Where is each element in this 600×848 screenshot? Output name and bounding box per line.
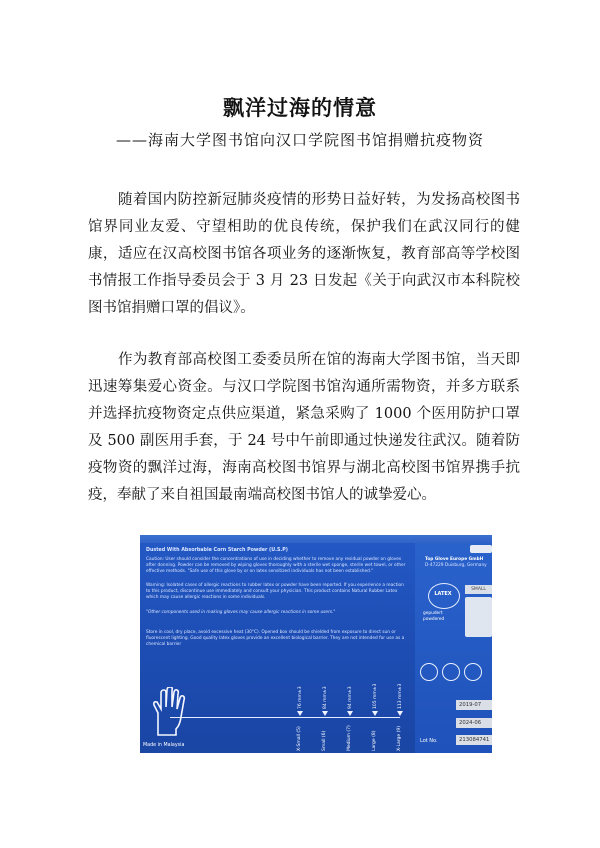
size-small-label: SMALL [465,585,492,594]
size-mm-xl: 113 mm±3 [398,683,403,709]
caution-text: Caution: User should consider the concentrations of use in deciding whether to remove any residual powder on gloves after donning. Powder can be removed by wiping gloves thoroughly with a sterile wet sponge, sterile wet towel, or other effective methods. "Safe use of this glove by or on latex sensitized individuals has not been established." [146,557,406,574]
size-mm-m: 94 mm±3 [348,686,353,709]
barcode-panel [465,597,492,637]
size-name-xl: X-Large (9) [397,726,402,751]
size-name-xs: X-Small (5) [297,726,302,751]
article-subtitle: ——海南大学图书馆向汉口学院图书馆捐赠抗疫物资 [115,131,484,149]
keep-dry-icon [464,663,482,681]
size-mm-l: 105 mm±3 [373,683,378,709]
article-title: 飘洋过海的情意 [223,95,377,120]
storage-text: Store in cool, dry place, avoid excessive heat (30°C). Opened box should be shielded from exposure to direct sun or fluorescent lighting. Good quality latex gloves provide an excellent biological barrier. They are not intended for use as a chemical barrier [146,630,405,647]
manufacture-date: 2019-07 [456,700,492,710]
size-marker-l [372,711,378,716]
size-ruler-line [170,717,400,718]
size-name-s: Small (6) [322,730,327,751]
box-heading: Dusted With Absorbable Corn Starch Powder (U.S.P) [146,548,288,553]
paragraph-2: 作为教育部高校图工委委员所在馆的海南大学图书馆，当天即迅速筹集爱心资金。与汉口学院图书馆沟通所需物资，并多方联系并选择抗疫物资定点供应渠道，紧急采购了 1000 个医用防护口罩及 500 副医用手套，于 24 号中午前即通过快递发往武汉。随着防疫物资的飘洋过海，海南高校图书馆界与湖北高校图书馆界携手抗疫，奉献了来自祖国最南端高校图书馆人的诚挚爱心。 [88,352,520,503]
lot-number: 213084741 [456,735,492,745]
expiry-date: 2024-06 [456,718,492,728]
paragraph-1: 随着国内防控新冠肺炎疫情的形势日益好转，为发扬高校图书馆界同业友爱、守望相助的优良传统，保护我们在武汉同行的健康，适应在汉高校图书馆各项业务的逐渐恢复，教育部高等学校图书情报工作指导委员会于 3 月 23 日发起《关于向武汉市本科院校图书馆捐赠口罩的倡议》。 [88,192,520,316]
temperature-icon [442,663,460,681]
latex-label: LATEX [434,591,452,597]
ce-mark-tab [470,545,492,553]
size-marker-s [322,711,328,716]
size-name-l: Large (8) [372,730,377,751]
other-components-text: "Other components used in making gloves may cause allergic reactions in some users." [146,610,336,615]
size-mm-s: 84 mm±3 [323,686,328,709]
company-name: Top Glove Europe GmbH [425,557,484,562]
single-use-icon [420,663,438,681]
latex-powdered-text: gepudert powdered [423,611,445,622]
glove-box-photo [140,535,492,753]
lot-label: Lot No. [420,738,438,744]
size-marker-m [347,711,353,716]
size-mm-xs: 76 mm±3 [298,686,303,709]
company-address: D-47229 Duisburg, Germany [425,563,487,568]
size-marker-xl [397,711,403,716]
size-name-m: Medium (7) [347,725,352,751]
size-marker-xs [297,711,303,716]
hand-outline-icon [150,687,188,737]
warning-text: Warning: Isolated cases of allergic reactions to rubber latex or powder have been reported. If you experience a reaction to this product, discontinue use immediately and consult your physician. This product contains Natural Rubber Latex which may cause allergic reactions in some individuals. [146,583,404,600]
made-in-malaysia: Made in Malaysia [143,743,185,748]
